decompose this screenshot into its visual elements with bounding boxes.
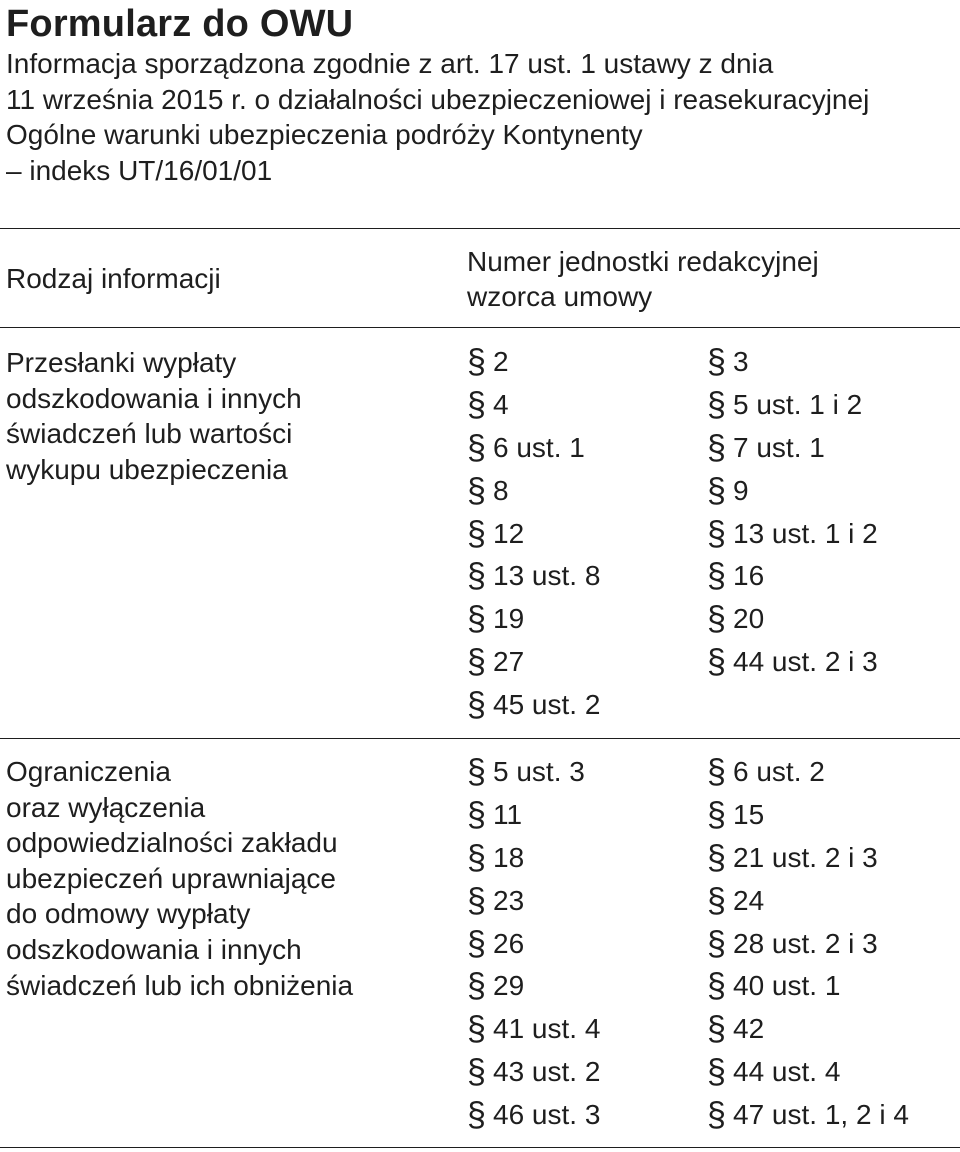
- paragraph-ref: § 43 ust. 2: [467, 1051, 600, 1094]
- paragraph-ref: § 26: [467, 923, 600, 966]
- header-line: Numer jednostki redakcyjnej: [467, 246, 819, 277]
- section-sign: §: [467, 881, 486, 920]
- section-sign: §: [467, 753, 486, 791]
- paragraph-ref: § 18: [467, 837, 600, 880]
- section-sign: §: [467, 557, 486, 596]
- section-sign: §: [467, 967, 486, 1006]
- section-sign: §: [707, 924, 726, 963]
- section-sign: §: [707, 343, 726, 381]
- paragraph-ref: § 7 ust. 1: [707, 427, 878, 470]
- category-line: odpowiedzialności zakładu: [6, 827, 338, 859]
- paragraph-ref: § 13 ust. 8: [467, 555, 600, 598]
- category-line: odszkodowania i innych: [6, 933, 302, 965]
- paragraph-ref: § 2: [467, 341, 600, 384]
- section-sign: §: [707, 838, 726, 877]
- paragraph-ref: § 29: [467, 965, 600, 1008]
- table-top-rule: [0, 228, 960, 229]
- row-1-col-1: [467, 341, 600, 727]
- section-sign: §: [707, 643, 726, 682]
- paragraph-ref: § 15: [707, 794, 909, 837]
- paragraph-ref: § 20: [707, 598, 878, 641]
- section-sign: §: [467, 471, 486, 510]
- paragraph-ref: § 5 ust. 1 i 2: [707, 384, 878, 427]
- section-sign: §: [467, 838, 486, 877]
- category-line: ubezpieczeń uprawniające: [6, 862, 336, 894]
- section-sign: §: [467, 924, 486, 963]
- section-sign: §: [707, 557, 726, 596]
- paragraph-ref: § 3: [707, 341, 878, 384]
- category-line: świadczeń lub ich obniżenia: [6, 969, 354, 1001]
- section-sign: §: [467, 514, 486, 553]
- section-sign: §: [467, 428, 486, 467]
- section-sign: §: [707, 514, 726, 553]
- intro-line: – indeks UT/16/01/01: [6, 154, 273, 186]
- paragraph-ref: § 24: [707, 880, 909, 923]
- section-sign: §: [467, 600, 486, 639]
- section-sign: §: [707, 428, 726, 467]
- paragraph-ref: § 45 ust. 2: [467, 684, 600, 727]
- row-2-col-1: [467, 751, 600, 1137]
- section-sign: §: [467, 1010, 486, 1049]
- paragraph-ref: § 46 ust. 3: [467, 1094, 600, 1137]
- section-sign: §: [707, 795, 726, 834]
- category-line: odszkodowania i innych: [6, 382, 302, 414]
- intro-text: [6, 46, 956, 188]
- paragraph-ref: § 4: [467, 384, 600, 427]
- table-bottom-rule: [0, 1147, 960, 1148]
- section-sign: §: [707, 471, 726, 510]
- paragraph-ref: § 6 ust. 2: [707, 751, 909, 794]
- paragraph-ref: § 44 ust. 2 i 3: [707, 641, 878, 684]
- paragraph-ref: § 11: [467, 794, 600, 837]
- section-sign: §: [707, 385, 726, 424]
- header-line: wzorca umowy: [467, 281, 653, 312]
- paragraph-ref: § 41 ust. 4: [467, 1008, 600, 1051]
- section-sign: §: [467, 385, 486, 424]
- section-sign: §: [707, 967, 726, 1006]
- paragraph-ref: § 42: [707, 1008, 909, 1051]
- category-line: Ograniczenia: [6, 756, 171, 787]
- header-info-type: Rodzaj informacji: [6, 263, 221, 294]
- section-sign: §: [467, 643, 486, 682]
- section-sign: §: [707, 753, 726, 791]
- paragraph-ref: § 47 ust. 1, 2 i 4: [707, 1094, 909, 1137]
- category-line: oraz wyłączenia: [6, 791, 206, 823]
- paragraph-ref: § 23: [467, 880, 600, 923]
- section-sign: §: [467, 1096, 486, 1135]
- section-sign: §: [467, 343, 486, 381]
- paragraph-ref: § 6 ust. 1: [467, 427, 600, 470]
- paragraph-ref: § 13 ust. 1 i 2: [707, 513, 878, 556]
- paragraph-ref: § 9: [707, 470, 878, 513]
- row-2-col-2: [707, 751, 909, 1137]
- paragraph-ref: § 40 ust. 1: [707, 965, 909, 1008]
- section-sign: §: [707, 881, 726, 920]
- paragraph-ref: § 19: [467, 598, 600, 641]
- section-sign: §: [707, 1010, 726, 1049]
- header-rule: [0, 327, 960, 328]
- section-sign: §: [467, 795, 486, 834]
- section-sign: §: [707, 600, 726, 639]
- row-1-col-2: [707, 341, 878, 684]
- section-sign: §: [467, 686, 486, 725]
- category-line: Przesłanki wypłaty: [6, 347, 237, 378]
- paragraph-ref: § 44 ust. 4: [707, 1051, 909, 1094]
- paragraph-ref: § 5 ust. 3: [467, 751, 600, 794]
- header-unit-number: [467, 244, 819, 314]
- document-title: Formularz do OWU: [6, 3, 354, 45]
- paragraph-ref: § 8: [467, 470, 600, 513]
- paragraph-ref: § 12: [467, 513, 600, 556]
- row-2-category: [6, 754, 353, 1003]
- category-line: wykupu ubezpieczenia: [6, 453, 288, 485]
- section-sign: §: [467, 1053, 486, 1092]
- paragraph-ref: § 28 ust. 2 i 3: [707, 923, 909, 966]
- category-line: świadczeń lub wartości: [6, 418, 293, 450]
- row-divider-rule: [0, 738, 960, 739]
- intro-line: 11 września 2015 r. o działalności ubezpieczeniowej i reasekuracyjnej: [6, 83, 870, 115]
- paragraph-ref: § 16: [707, 555, 878, 598]
- section-sign: §: [707, 1096, 726, 1135]
- intro-line: Informacja sporządzona zgodnie z art. 17 ust. 1 ustawy z dnia: [6, 48, 774, 79]
- section-sign: §: [707, 1053, 726, 1092]
- paragraph-ref: § 21 ust. 2 i 3: [707, 837, 909, 880]
- paragraph-ref: § 27: [467, 641, 600, 684]
- category-line: do odmowy wypłaty: [6, 898, 251, 930]
- row-1-category: [6, 345, 302, 487]
- intro-line: Ogólne warunki ubezpieczenia podróży Kontynenty: [6, 119, 643, 150]
